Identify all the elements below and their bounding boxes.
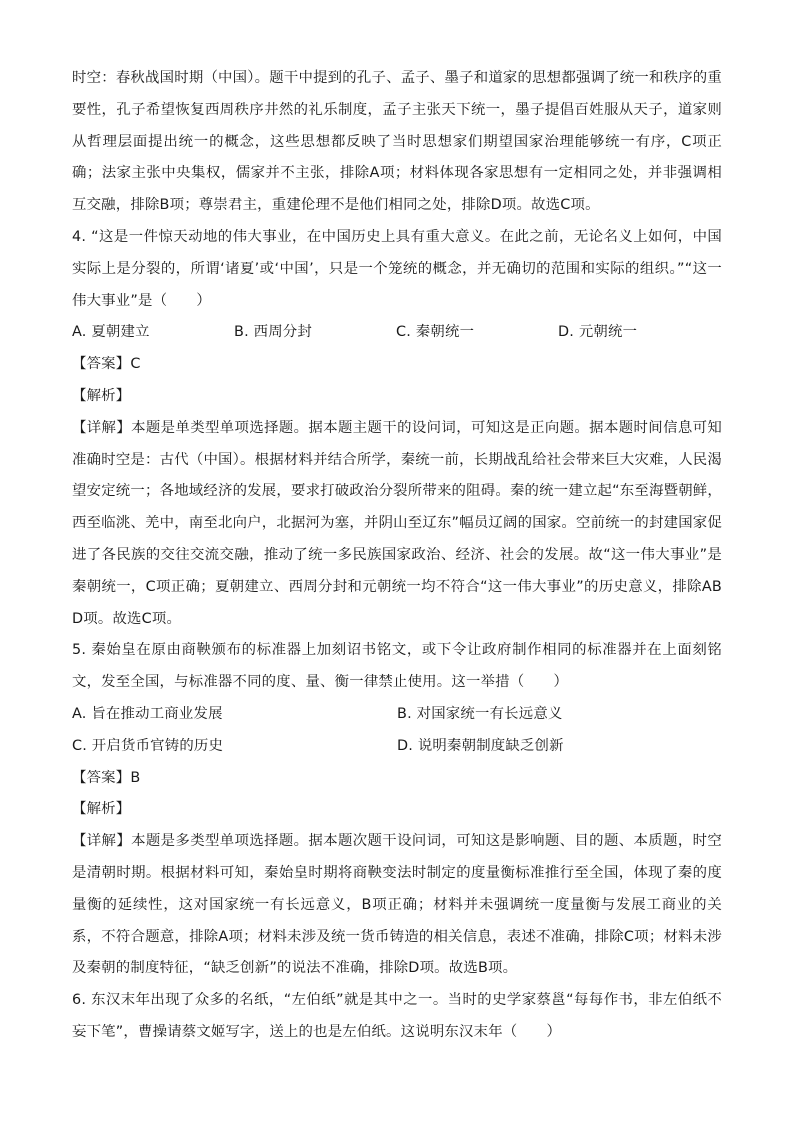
question-4-options (72, 317, 722, 349)
question-4-option-b: B. 西周分封 (234, 324, 312, 341)
question-5-option-d: D. 说明秦朝制度缺乏创新 (397, 737, 564, 754)
question-5-option-b: B. 对国家统一有长远意义 (397, 705, 563, 722)
question-4-option-d: D. 元朝统一 (558, 324, 638, 341)
question-4-option-a: A. 夏朝建立 (72, 324, 150, 341)
question-6-stem: 6. 东汉末年出现了众多的名纸，“左伯纸”就是其中之一。当时的史学家蔡邕“每每作书，非左伯纸不妄下笔”，曹操请蔡文姬写字，送上的也是左伯纸。这说明东汉末年（ ） (72, 992, 722, 1040)
question-5-analysis-label: 【解析】 (72, 801, 131, 818)
previous-analysis-paragraph: 时空：春秋战国时期（中国）。题干中提到的孔子、孟子、墨子和道家的思想都强调了统一和秩序的重要性，孔子希望恢复西周秩序井然的礼乐制度，孟子主张天下统一，墨子提倡百姓服从天子，道家则从哲理层面提出统一的概念，这些思想都反映了当时思想家们期望国家治理能够统一有序，C项正确；法家主张中央集权，儒家并不主张，排除A项；材料体现各家思想有一定相同之处，并非强调相互交融，排除B项；尊崇君主，重建伦理不是他们相同之处，排除D项。故选C项。 (72, 70, 722, 214)
question-4-option-c: C. 秦朝统一 (396, 324, 475, 341)
page-content (72, 63, 722, 1049)
question-4-answer: 【答案】C (72, 356, 141, 373)
question-5-option-c: C. 开启货币官铸的历史 (72, 737, 224, 754)
question-5-options-row-1 (72, 699, 722, 731)
question-5-detail: 【详解】本题是多类型单项选择题。据本题次题干设问词，可知这是影响题、目的题、本质题，时空是清朝时期。根据材料可知，秦始皇时期将商鞅变法时制定的度量衡标准推行至全国，体现了秦的度量衡的延续性，这对国家统一有长远意义，B项正确；材料并未强调统一度量衡与发展工商业的关系，不符合题意，排除A项；材料未涉及统一货币铸造的相关信息，表述不准确，排除C项；材料未涉及秦朝的制度特征，“缺乏创新”的说法不准确，排除D项。故选B项。 (72, 833, 722, 977)
question-5-option-a: A. 旨在推动工商业发展 (72, 705, 223, 722)
question-5-stem: 5. 秦始皇在原由商鞅颁布的标准器上加刻诏书铭文，或下令让政府制作相同的标准器并在上面刻铭文，发至全国，与标准器不同的度、量、衡一律禁止使用。这一举措（ ） (72, 642, 722, 691)
question-4-analysis-label: 【解析】 (72, 387, 131, 404)
question-5-answer: 【答案】B (72, 769, 141, 786)
question-5-options-row-2 (72, 731, 722, 763)
question-4-detail: 【详解】本题是单类型单项选择题。据本题主题干的设问词，可知这是正向题。据本题时间信息可知准确时空是：古代（中国）。根据材料并结合所学，秦统一前，长期战乱给社会带来巨大灾难，人民渴望安定统一；各地域经济的发展，要求打破政治分裂所带来的阻碍。秦的统一建立起“东至海暨朝鲜，西至临洮、羌中，南至北向户，北据河为塞，并阴山至辽东”幅员辽阔的国家。空前统一的封建国家促进了各民族的交往交流交融，推动了统一多民族国家政治、经济、社会的发展。故“这一伟大事业”是秦朝统一，C项正确；夏朝建立、西周分封和元朝统一均不符合“这一伟大事业”的历史意义，排除ABD项。故选C项。 (72, 419, 722, 627)
question-4-stem: 4. “这是一件惊天动地的伟大事业，在中国历史上具有重大意义。在此之前，无论名义上如何，中国实际上是分裂的，所谓‘诸夏’或‘中国’，只是一个笼统的概念，并无确切的范围和实际的组织。”“这一伟大事业”是（ ） (72, 228, 722, 309)
